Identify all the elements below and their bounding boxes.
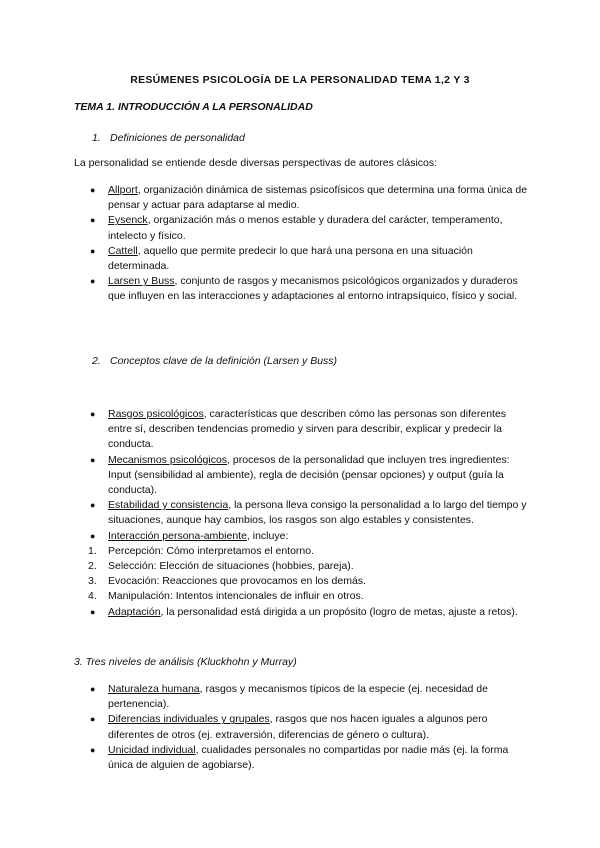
term-naturaleza: Naturaleza humana — [108, 683, 200, 695]
list-item — [92, 682, 532, 712]
subheading-number: 2. — [92, 355, 101, 367]
bullet-icon: ● — [90, 714, 96, 725]
levels-list — [92, 682, 532, 773]
intro-paragraph: La personalidad se entiende desde diversas perspectivas de autores clásicos: — [74, 157, 438, 169]
item-text: , procesos de la personalidad que incluyen tres ingredientes: Input (sensibilidad al ambiente), regla de decisión (pensar opciones) y output (guía la conducta). — [108, 453, 510, 497]
term-adaptacion: Adaptación — [108, 605, 161, 618]
term-rasgos: Rasgos psicológicos — [108, 408, 204, 420]
numbered-item — [88, 544, 532, 559]
subheading-definiciones — [92, 132, 245, 144]
list-item — [92, 498, 532, 528]
subheading-number: 1. — [92, 132, 101, 144]
bullet-icon: ● — [90, 530, 96, 541]
item-text: Manipulación: Intentos intencionales de influir en otros. — [108, 590, 364, 603]
bullet-icon: ● — [90, 684, 96, 694]
list-item — [92, 407, 532, 453]
item-number: 1. — [88, 544, 97, 557]
item-number: 2. — [88, 560, 97, 573]
list-item — [92, 183, 532, 213]
bullet-icon: ● — [90, 215, 96, 226]
list-item — [92, 453, 532, 499]
list-item — [92, 605, 532, 620]
section-heading-tema1: TEMA 1. INTRODUCCIÓN A LA PERSONALIDAD — [74, 101, 313, 113]
bullet-icon: ● — [90, 500, 96, 511]
numbered-item — [88, 589, 532, 604]
item-text: , características que describen cómo las personas son diferentes entre sí, describen tendencias promedio y sirven para describir, explicar y predecir la conducta. — [108, 408, 507, 451]
item-text: , conjunto de rasgos y mecanismos psicológicos organizados y duraderos que influyen en las interacciones y adaptaciones al entorno intrapsíquico, físico y social. — [108, 275, 518, 303]
term-diferencias: Diferencias individuales y grupales — [108, 713, 270, 726]
item-text: , rasgos y mecanismos típicos de la especie (ej. necesidad de pertenencia). — [108, 683, 488, 711]
authors-list — [92, 183, 532, 305]
item-text: , organización más o menos estable y duradera del carácter, temperamento, intelecto y físico. — [108, 214, 503, 242]
item-text: , organización dinámica de sistemas psicofísicos que determina una forma única de pensar y actuar para adaptarse al medio. — [108, 184, 528, 212]
bullet-icon: ● — [90, 409, 96, 419]
subheading-niveles: 3. Tres niveles de análisis (Kluckhohn y Murray) — [74, 656, 297, 668]
bullet-icon: ● — [90, 744, 96, 755]
term-eysenck: Eysenck — [108, 214, 148, 227]
list-item — [92, 274, 532, 304]
item-text: Selección: Elección de situaciones (hobbies, pareja). — [108, 560, 354, 573]
term-cattell: Cattell — [108, 244, 138, 257]
item-text: , la persona lleva consigo la personalidad a lo largo del tiempo y situaciones, aunque hay cambios, los rasgos son algo estables y consistentes. — [108, 499, 527, 527]
list-item — [92, 712, 532, 742]
numbered-item — [88, 559, 532, 574]
bullet-icon: ● — [90, 185, 96, 195]
list-item — [92, 743, 532, 773]
bullet-icon: ● — [90, 276, 96, 287]
item-text: Percepción: Cómo interpretamos el entorno. — [108, 544, 315, 557]
term-allport: Allport — [108, 184, 138, 196]
item-text: , la personalidad está dirigida a un propósito (logro de metas, ajuste a retos). — [160, 605, 518, 618]
list-item — [92, 213, 532, 243]
subheading-text: Conceptos clave de la definición (Larsen y Buss) — [110, 355, 338, 367]
item-text: , incluye: — [246, 529, 289, 542]
item-number: 3. — [88, 575, 97, 588]
term-unicidad: Unicidad individual — [108, 743, 196, 756]
term-mecanismos: Mecanismos psicológicos — [108, 453, 228, 466]
bullet-icon: ● — [90, 245, 96, 256]
numbered-item — [88, 574, 532, 589]
term-estabilidad: Estabilidad y consistencia — [108, 499, 229, 512]
subheading-conceptos — [92, 355, 337, 367]
bullet-icon: ● — [90, 606, 96, 617]
document-title: RESÚMENES PSICOLOGÍA DE LA PERSONALIDAD TEMA 1,2 Y 3 — [130, 74, 470, 86]
term-interaccion: Interacción persona-ambiente — [108, 529, 247, 542]
term-larsen-buss: Larsen y Buss — [108, 275, 175, 288]
item-text: , cualidades personales no compartidas por nadie más (ej. la forma única de alguien de agobiarse). — [108, 743, 509, 772]
subheading-text: Definiciones de personalidad — [110, 132, 245, 144]
item-text: , rasgos que nos hacen iguales a algunos pero diferentes de otros (ej. extraversión, diferencias de género o cultura). — [108, 713, 488, 741]
item-text: , aquello que permite predecir lo que hará una persona en una situación determinada. — [108, 244, 473, 273]
list-item — [92, 529, 532, 544]
item-text: Evocación: Reacciones que provocamos en los demás. — [108, 575, 366, 588]
bullet-icon: ● — [90, 454, 96, 465]
list-item — [92, 244, 532, 274]
concepts-list — [88, 407, 532, 620]
item-number: 4. — [88, 590, 97, 603]
